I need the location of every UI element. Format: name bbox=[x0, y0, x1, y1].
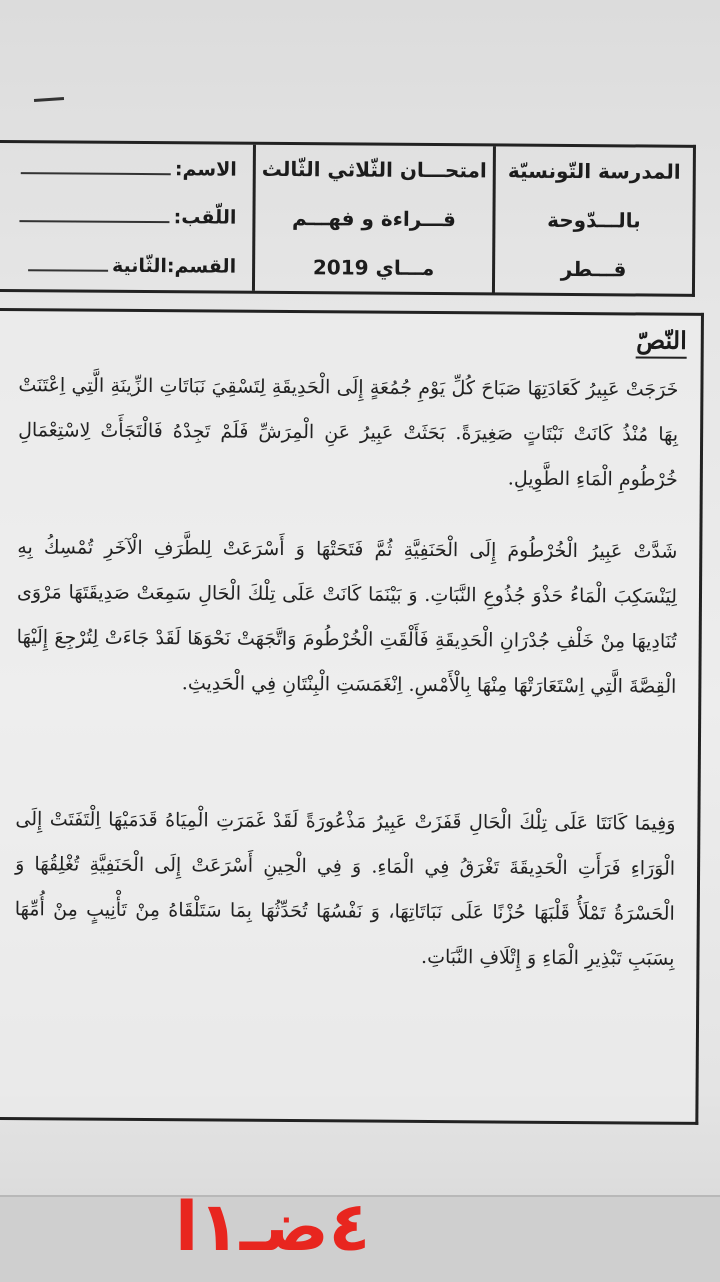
student-info bbox=[0, 143, 253, 291]
school-city: بالـــدّوحة bbox=[547, 207, 641, 233]
surname-field[interactable] bbox=[20, 205, 237, 230]
class-value: الثّانية bbox=[111, 254, 168, 278]
paragraph-3: وَفِيمَا كَانَتَا عَلَى تِلْكَ الْحَالِ قَفَزَتْ عَبِيرُ مَذْعُورَةً لَقَدْ غَمَرَتِ الْمِيَاهُ قَدَمَيْهَا اِلْتَفَتَتْ إِلَى الْوَرَاءِ فَرَأَتِ الْحَدِيقَةَ تَغْرَقُ فِي الْمَاءِ. وَ فِي الْحِينِ أَسْرَعَتْ إِلَى الْحَنَفِيَّةِ تُغْلِقُهَا وَ الْحَسْرَةُ تَمْلَأُ قَلْبَهَا حُزْنًا عَلَى نَبَاتَاتِهَا، وَ نَفْسُهَا تُحَدِّثُهَا بِمَا سَتَلْقَاهُ مِنْ تَأْنِيبٍ مِنْ أُمِّهَا بِسَبَبِ تَبْذِيرِ الْمَاءِ وَ إِتْلَافِ النَّبَاتِ. bbox=[14, 808, 676, 970]
red-handwritten-mark: ٤ضـ١ا bbox=[175, 1188, 371, 1267]
class-label: القسم: bbox=[166, 255, 237, 278]
text-title: النّصّ bbox=[636, 325, 687, 358]
name-blank[interactable] bbox=[21, 156, 171, 175]
class-field[interactable] bbox=[28, 253, 236, 277]
exam-header bbox=[0, 140, 696, 297]
class-blank[interactable] bbox=[28, 253, 108, 272]
school-country: قـــطر bbox=[560, 256, 627, 282]
surname-label: اللّقب: bbox=[173, 206, 237, 230]
school-name: المدرسة التّونسيّة bbox=[507, 158, 681, 185]
name-field[interactable] bbox=[21, 156, 237, 181]
exam-info bbox=[252, 145, 493, 293]
paragraph-1: خَرَجَتْ عَبِيرُ كَعَادَتِهَا صَبَاحَ كُلِّ يَوْمِ جُمُعَةٍ إِلَى الْحَدِيقَةِ لِتَسْقِيَ نَبَاتَاتِ الزِّينَةِ الَّتِي اِعْتَنَتْ بِهَا مُنْذُ كَانَتْ نَبْتَاتٍ صَغِيرَةً. بَحَثَتْ عَبِيرُ عَنِ الْمِرَشِّ فَلَمْ تَجِدْهُ فَالْتَجَأَتْ لِاسْتِعْمَالِ خُرْطُومِ الْمَاءِ الطَّوِيلِ. bbox=[18, 374, 679, 491]
name-label: الاسم: bbox=[174, 158, 237, 181]
pen-mark bbox=[34, 97, 64, 102]
exam-date: مـــاي 2019 bbox=[312, 254, 435, 280]
exam-title: امتحـــان الثّلاثي الثّالث bbox=[261, 157, 487, 183]
school-info bbox=[492, 146, 693, 293]
exam-subject: قـــراءة و فهـــم bbox=[291, 206, 456, 232]
paragraph-2: شَدَّتْ عَبِيرُ الْخُرْطُومَ إِلَى الْحَنَفِيَّةِ ثُمَّ فَتَحَتْهَا وَ أَسْرَعَتْ لِلطَّرَفِ الْآخَرِ تُمْسِكُ بِهِ لِيَنْسَكِبَ الْمَاءُ حَذْوَ جُذُوعِ النَّبَاتِ. وَ بَيْنَمَا كَانَتْ عَلَى تِلْكَ الْحَالِ سَمِعَتْ صَدِيقَتَهَا مَرْوَى تُنَادِيهَا مِنْ خَلْفِ جُدْرَانِ الْحَدِيقَةِ فَأَلْقَتِ الْخُرْطُومَ وَاتَّجَهَتْ نَحْوَهَا لَقَدْ جَاءَتْ لِتُرْجِعَ إِلَيْهَا الْقِصَّةَ الَّتِي اِسْتَعَارَتْهَا مِنْهَا بِالْأَمْسِ. اِنْغَمَسَتِ الْبِنْتَانِ فِي الْحَدِيثِ. bbox=[16, 536, 678, 698]
reading-text-box bbox=[0, 308, 704, 1125]
surname-blank[interactable] bbox=[20, 205, 170, 224]
